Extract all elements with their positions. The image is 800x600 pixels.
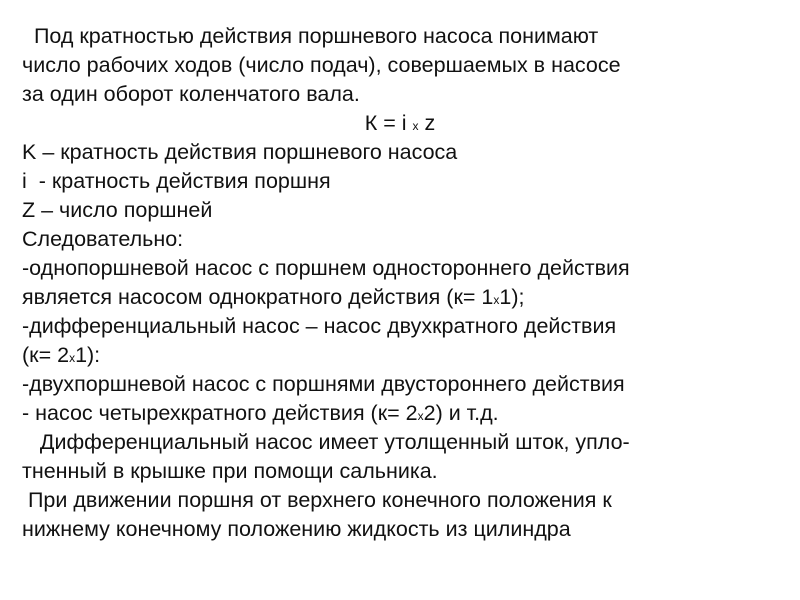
item-differential-line-1: -дифференциальный насос – насос двухкратного действия — [22, 314, 617, 338]
item-single-piston-text: является насосом однократного действия (к= 1 — [22, 285, 494, 309]
item-two-piston-tail: 2) и т.д. — [423, 401, 499, 425]
multiply-sign: x — [69, 351, 76, 365]
item-differential-tail: 1): — [75, 343, 101, 367]
item-differential-text: (к= 2 — [22, 343, 70, 367]
therefore-heading: Следовательно: — [22, 227, 184, 251]
paragraph-differential-line-2: тненный в крышке при помощи сальника. — [22, 459, 438, 483]
item-single-piston-tail: 1); — [499, 285, 525, 309]
definition-z: Z – число поршней — [22, 198, 213, 222]
intro-line-1: Под кратностью действия поршневого насоса понимают — [22, 24, 599, 48]
paragraph-differential-line-1: Дифференциальный насос имеет утолщенный шток, упло- — [22, 430, 630, 454]
item-single-piston-line-1: -однопоршневой насос с поршнем одностороннего действия — [22, 256, 630, 280]
definition-k: K – кратность действия поршневого насоса — [22, 140, 458, 164]
item-differential-line-2 — [22, 341, 100, 373]
multiply-sign: x — [493, 293, 500, 307]
item-two-piston-line-1: -двухпоршневой насос с поршнями двустороннего действия — [22, 372, 625, 396]
definition-i: i - кратность действия поршня — [22, 169, 331, 193]
formula-right: z — [418, 111, 436, 135]
paragraph-motion-line-2: нижнему конечному положению жидкость из цилиндра — [22, 517, 571, 541]
intro-line-3: за один оборот коленчатого вала. — [22, 82, 360, 106]
multiply-sign: x — [417, 409, 424, 423]
intro-line-2: число рабочих ходов (число подач), совершаемых в насосе — [22, 53, 621, 77]
formula — [0, 109, 800, 141]
item-two-piston-line-2 — [22, 399, 499, 431]
formula-multiply-sign: x — [412, 119, 419, 133]
paragraph-motion-line-1: При движении поршня от верхнего конечного положения к — [22, 488, 612, 512]
formula-left: К = i — [364, 111, 413, 135]
item-single-piston-line-2 — [22, 283, 524, 315]
item-two-piston-text: - насос четырехкратного действия (к= 2 — [22, 401, 418, 425]
